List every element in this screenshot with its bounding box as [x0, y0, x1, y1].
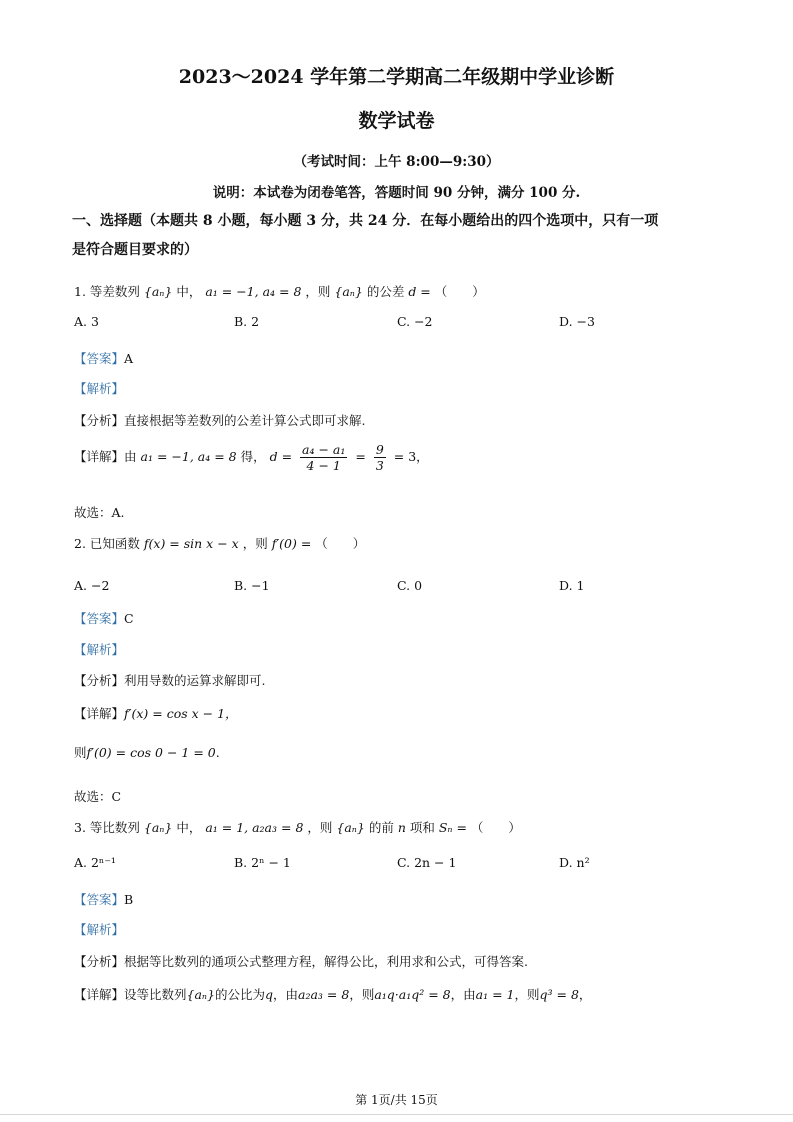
- q3-detail-d: ，则: [349, 987, 375, 1002]
- q3-detail-b: 的公比为: [214, 987, 265, 1002]
- q1-fenxi: [74, 411, 366, 429]
- q1-mid: 中，: [176, 284, 202, 299]
- q2-then: [74, 743, 220, 761]
- q3-analysis-label: 【解析】: [74, 922, 125, 937]
- fenxi-label: 【分析】: [74, 954, 125, 969]
- q3-option-b: B. 2ⁿ − 1: [234, 855, 291, 870]
- q2-answer-value: C: [124, 611, 134, 626]
- q3-post2: 的前: [368, 820, 394, 835]
- q1-fenxi-text: 直接根据等差数列的公差计算公式即可求解.: [124, 413, 366, 428]
- q1-detail: [74, 442, 429, 473]
- answer-label: 【答案】: [74, 892, 125, 907]
- q1-post1: ，则: [305, 284, 331, 299]
- q3-detail-g: ，: [578, 987, 592, 1002]
- q1-frac-den: 4 − 1: [306, 458, 341, 473]
- q1-answer: [74, 349, 133, 367]
- q1-answer-value: A: [124, 351, 134, 366]
- detail-label: 【详解】: [74, 449, 125, 464]
- q1-eq2: =: [355, 449, 366, 464]
- q2-option-b: B. −1: [234, 578, 270, 593]
- question-3: [74, 818, 521, 836]
- exam-subtitle: 数学试卷: [358, 110, 435, 132]
- question-1: [74, 282, 485, 300]
- q1-detail-pre: 由: [124, 449, 137, 464]
- q3-detail-e: ，由: [450, 987, 476, 1002]
- q3-detail: [74, 985, 591, 1003]
- exam-time: （考试时间：上午 8:00—9:30）: [293, 154, 500, 170]
- q3-post3: 项和: [409, 820, 435, 835]
- choose-label: 故选：: [74, 505, 112, 520]
- q3-e4: q³ = 8: [539, 987, 579, 1002]
- q1-frac2-den: 3: [375, 458, 384, 473]
- question-2: [74, 534, 365, 552]
- q2-function: f(x) = sin x − x: [143, 536, 239, 551]
- q1-choose: [74, 503, 125, 521]
- q3-post1: ，则: [307, 820, 333, 835]
- section-heading-line2: 是符合题目要求的）: [72, 242, 198, 258]
- q1-option-c: C. −2: [397, 314, 433, 329]
- q3-e2: a₁q·a₁q² = 8: [374, 987, 451, 1002]
- fenxi-label: 【分析】: [74, 413, 125, 428]
- q2-then-post: .: [215, 745, 220, 760]
- q3-detail-a: 设等比数列: [124, 987, 187, 1002]
- q2-option-a: A. −2: [74, 578, 110, 593]
- q1-seq: {aₙ}: [143, 284, 173, 299]
- q2-analysis-label: 【解析】: [74, 642, 125, 657]
- q3-answer: [74, 890, 133, 908]
- q1-d-eq: d =: [408, 284, 431, 299]
- q1-frac-num: a₄ − a₁: [302, 442, 346, 457]
- q1-eq3: = 3，: [393, 449, 429, 464]
- section-heading-line1: 一、选择题（本题共 8 小题，每小题 3 分，共 24 分．在每小题给出的四个选项中，只有一项: [72, 213, 659, 229]
- detail-label: 【详解】: [74, 706, 125, 721]
- q2-then-pre: 则: [74, 745, 87, 760]
- exam-note: 说明：本试卷为闭卷笔答，答题时间 90 分钟，满分 100 分.: [212, 185, 581, 201]
- q1-detail-cond: a₁ = −1, a₄ = 8: [140, 449, 237, 464]
- q1-detail-mid: 得，: [240, 449, 266, 464]
- q1-condition: a₁ = −1, a₄ = 8: [205, 284, 302, 299]
- page-number: 第 1页/共 15页: [355, 1093, 438, 1107]
- q2-mid: ，则: [242, 536, 268, 551]
- q3-pre: 3. 等比数列: [74, 820, 140, 835]
- detail-label: 【详解】: [74, 987, 125, 1002]
- q1-fraction-1: [300, 442, 347, 473]
- q1-analysis-label: 【解析】: [74, 381, 125, 396]
- page-divider: [0, 1114, 793, 1115]
- q2-detail: [74, 704, 238, 722]
- q1-option-d: D. −3: [559, 314, 595, 329]
- q1-frac2-num: 9: [375, 442, 384, 457]
- q3-answer-value: B: [124, 892, 134, 907]
- q3-fenxi-text: 根据等比数列的通项公式整理方程，解得公比，利用求和公式，可得答案.: [124, 954, 528, 969]
- q2-fprime0: f′(0) =: [271, 536, 312, 551]
- q1-choose-value: A.: [111, 505, 125, 520]
- q1-paren: （ ）: [434, 284, 485, 299]
- q3-mid: 中，: [176, 820, 202, 835]
- exam-title: 2023～2024 学年第二学期高二年级期中学业诊断: [178, 66, 615, 88]
- q2-answer: [74, 609, 134, 627]
- q3-e3: a₁ = 1: [475, 987, 515, 1002]
- q2-pre: 2. 已知函数: [74, 536, 140, 551]
- q2-option-c: C. 0: [397, 578, 423, 593]
- q1-option-a: A. 3: [74, 314, 99, 329]
- q3-sn: Sₙ =: [438, 820, 467, 835]
- q2-detail-text: f′(x) = cos x − 1，: [124, 706, 238, 721]
- q3-paren: （ ）: [470, 820, 521, 835]
- q1-post2: 的公差: [366, 284, 405, 299]
- answer-label: 【答案】: [74, 611, 125, 626]
- q2-choose: [74, 787, 121, 805]
- q3-fenxi: [74, 952, 528, 970]
- q1-seq-2: {aₙ}: [334, 284, 363, 299]
- q3-condition: a₁ = 1, a₂a₃ = 8: [205, 820, 304, 835]
- q1-fraction-2: [374, 442, 386, 473]
- q3-option-a: A. 2ⁿ⁻¹: [74, 855, 116, 870]
- q3-option-d: D. n²: [559, 855, 590, 870]
- q2-choose-value: C: [111, 789, 122, 804]
- q3-e1: a₂a₃ = 8: [298, 987, 350, 1002]
- q1-pre: 1. 等差数列: [74, 284, 140, 299]
- q3-detail-f: ，则: [514, 987, 540, 1002]
- q3-n: n: [397, 820, 406, 835]
- q2-then-text: f′(0) = cos 0 − 1 = 0: [86, 745, 216, 760]
- q3-q: q: [264, 987, 273, 1002]
- fenxi-label: 【分析】: [74, 673, 125, 688]
- q2-fenxi-text: 利用导数的运算求解即可.: [124, 673, 266, 688]
- answer-label: 【答案】: [74, 351, 125, 366]
- q3-seq: {aₙ}: [143, 820, 173, 835]
- q3-detail-c: ，由: [273, 987, 299, 1002]
- q1-d-label: d =: [269, 449, 293, 464]
- q3-detail-seq: {aₙ}: [186, 987, 215, 1002]
- q1-option-b: B. 2: [234, 314, 260, 329]
- choose-label: 故选：: [74, 789, 112, 804]
- q3-option-c: C. 2n − 1: [397, 855, 457, 870]
- q2-fenxi: [74, 671, 266, 689]
- q2-paren: （ ）: [315, 536, 366, 551]
- q3-seq-2: {aₙ}: [336, 820, 365, 835]
- q2-option-d: D. 1: [559, 578, 585, 593]
